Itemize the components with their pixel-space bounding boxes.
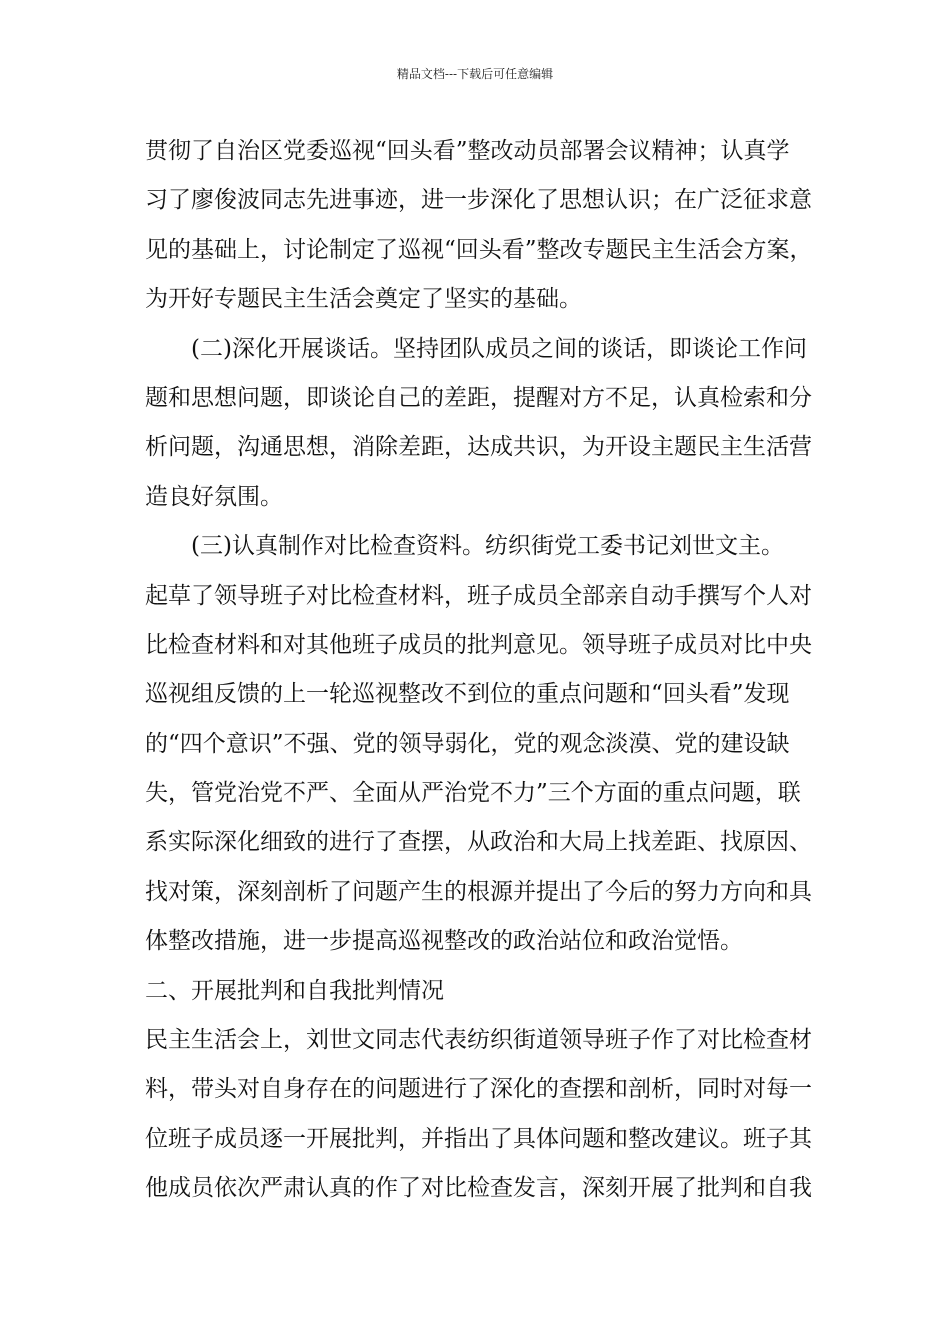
document-body — [145, 127, 815, 1214]
text-line: 民主生活会上，刘世文同志代表纺织街道领导班子作了对比检查材 — [145, 1027, 812, 1054]
text-line: 系实际深化细致的进行了查摆，从政治和大局上找差距、找原因、 — [145, 829, 812, 856]
text-line: 位班子成员逐一开展批判，并指出了具体问题和整改建议。班子其 — [145, 1125, 812, 1152]
text-line: 找对策，深刻剖析了问题产生的根源并提出了今后的努力方向和具 — [145, 878, 812, 905]
text-line: (二)深化开展谈话。坚持团队成员之间的谈话，即谈论工作问 — [191, 335, 807, 362]
text-line: 的“四个意识”不强、党的领导弱化，党的观念淡漠、党的建设缺 — [145, 730, 790, 757]
text-line: 贯彻了自治区党委巡视“回头看”整改动员部署会议精神；认真学 — [145, 138, 790, 164]
text-line: 比检查材料和对其他班子成员的批判意见。领导班子成员对比中央 — [145, 631, 812, 658]
text-line: 巡视组反馈的上一轮巡视整改不到位的重点问题和“回头看”发现 — [145, 681, 790, 708]
text-line: 起草了领导班子对比检查材料，班子成员全部亲自动手撰写个人对 — [145, 582, 812, 609]
text-line: 习了廖俊波同志先进事迹，进一步深化了思想认识；在广泛征求意 — [145, 187, 812, 214]
text-line: 题和思想问题，即谈论自己的差距，提醒对方不足，认真检索和分 — [145, 384, 812, 411]
page-header: 精品文档---下载后可任意编辑 — [396, 67, 554, 81]
text-line: 体整改措施，进一步提高巡视整改的政治站位和政治觉悟。 — [145, 928, 743, 955]
text-line: 造良好氛围。 — [145, 483, 283, 510]
section-heading: 二、开展批判和自我批判情况 — [145, 977, 444, 1004]
text-line: 见的基础上，讨论制定了巡视“回头看”整改专题民主生活会方案， — [145, 236, 813, 263]
text-line: (三)认真制作对比检查资料。纺织街党工委书记刘世文主。 — [191, 533, 784, 560]
text-line: 为开好专题民主生活会奠定了坚实的基础。 — [145, 286, 582, 313]
text-line: 他成员依次严肃认真的作了对比检查发言，深刻开展了批判和自我 — [145, 1175, 812, 1202]
text-line: 析问题，沟通思想，消除差距，达成共识，为开设主题民主生活营 — [145, 434, 812, 461]
text-line: 失，管党治党不严、全面从严治党不力”三个方面的重点问题，联 — [145, 780, 801, 807]
text-line: 料，带头对自身存在的问题进行了深化的查摆和剖析，同时对每一 — [145, 1076, 812, 1103]
